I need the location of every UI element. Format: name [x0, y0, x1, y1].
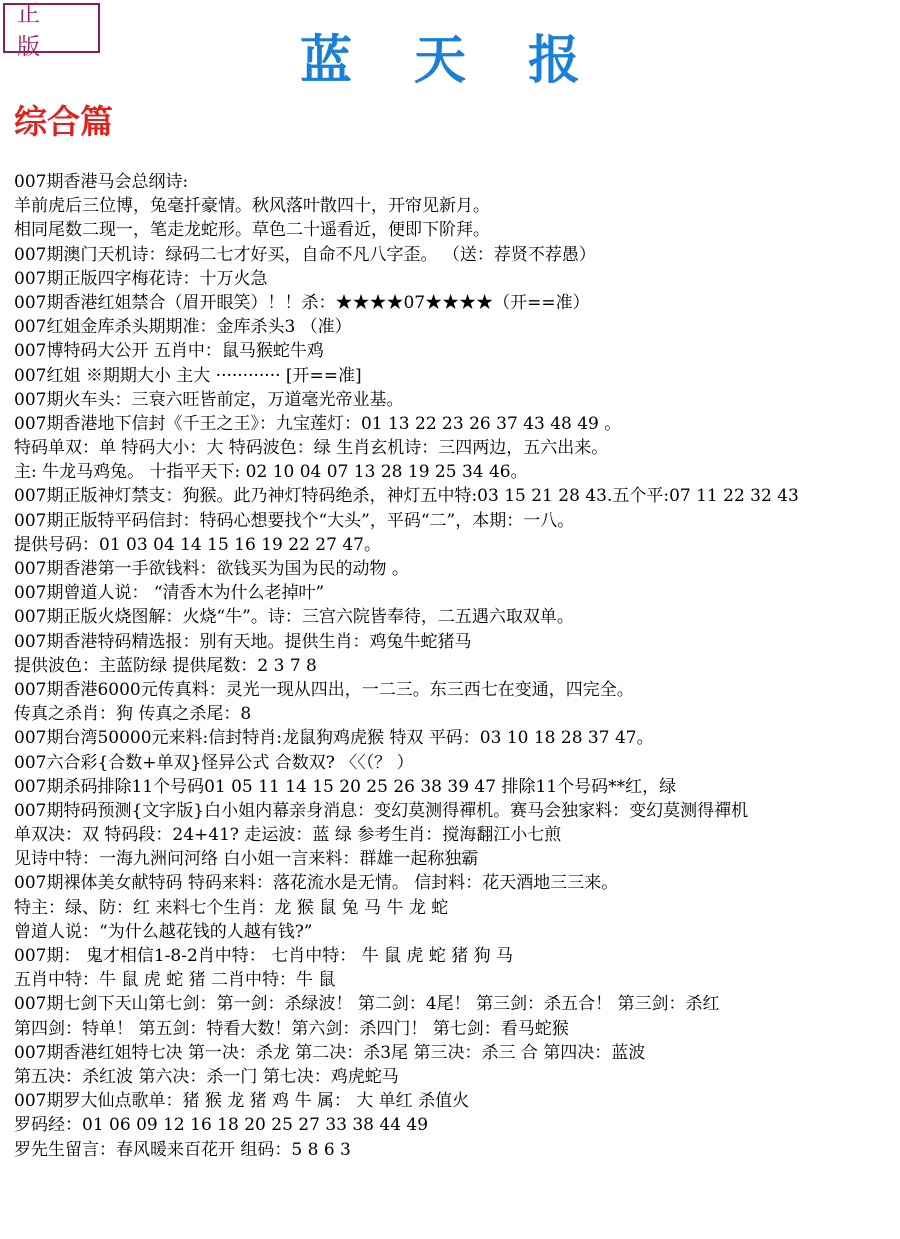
page-title: 蓝天报: [300, 30, 643, 91]
text-line: 007期香港地下信封《千王之王》：九宝莲灯：01 13 22 23 26 37 43 48 49 。: [14, 413, 622, 434]
text-line: 主: 牛龙马鸡兔。 十指平天下: 02 10 04 07 13 28 19 25 34 46。: [14, 462, 528, 483]
text-line: 007期香港红姐禁合（眉开眼笑）！！杀：★★★★07★★★★（开==准）: [14, 292, 590, 313]
text-line: 特码单双：单 特码大小：大 特码波色：绿 生肖玄机诗：三四两边，五六出来。: [14, 438, 609, 459]
text-line: 007博特码大公开 五肖中：鼠马猴蛇牛鸡: [14, 341, 324, 362]
text-line: 见诗中特：一海九洲问河络 白小姐一言来料：群雄一起称独霸: [14, 849, 479, 870]
text-line: 007红姐 ※期期大小 主大 ············ [开==准]: [14, 365, 362, 386]
text-line: 羊前虎后三位博，兔毫扦豪情。秋风落叶散四十，开帘见新月。: [14, 196, 490, 217]
text-line: 相同尾数二现一，笔走龙蛇形。草色二十遥看近，便即下阶拜。: [14, 220, 490, 241]
text-line: 罗码经：01 06 09 12 16 18 20 25 27 33 38 44 49: [14, 1115, 429, 1136]
text-line: 曾道人说：“为什么越花钱的人越有钱?”: [14, 921, 313, 942]
text-line: 007期正版火烧图解：火烧“牛”。诗：三宫六院皆奉待，二五遇六取双单。: [14, 607, 574, 628]
text-line: 007期特码预测{文字版}白小姐内幕亲身消息：变幻莫测得禪机。赛马会独家料：变幻莫测得禪机: [14, 800, 749, 821]
text-line: 007期正版四字梅花诗：十万火急: [14, 268, 268, 289]
text-line: 007期香港6000元传真料：灵光一现从四出，一二三。东三西七在变通，四完全。: [14, 679, 634, 700]
text-line: 提供波色：主蓝防绿 提供尾数：2 3 7 8: [14, 655, 317, 676]
text-line: 007期正版神灯禁支：狗猴。此乃神灯特码绝杀，神灯五中特:03 15 21 28 43.五个平:07 11 22 32 43: [14, 486, 799, 507]
edition-badge: 正 版: [3, 3, 100, 53]
text-line: 007期香港红姐特七决 第一决：杀龙 第二决：杀3尾 第三决：杀三 合 第四决：蓝波: [14, 1042, 646, 1063]
text-line: 007期正版特平码信封：特码心想要找个“大头”，平码“二”，本期：一八。: [14, 510, 575, 531]
text-line: 007期曾道人说： “清香木为什么老掉叶”: [14, 583, 325, 604]
text-line: 第四剑：特单！ 第五剑：特看大数！第六剑：杀四门！ 第七剑：看马蛇猴: [14, 1018, 569, 1039]
text-line: 单双决：双 特码段：24+41? 走运波：蓝 绿 参考生肖：搅海翻江小七煎: [14, 825, 562, 846]
text-line: 007红姐金库杀头期期准：金库杀头3 （准）: [14, 317, 352, 338]
text-line: 007期香港马会总纲诗:: [14, 172, 189, 192]
text-line: 007期香港特码精选报：别有天地。提供生肖：鸡兔牛蛇猪马: [14, 631, 472, 652]
section-heading: 综合篇: [14, 102, 113, 141]
text-line: 007期杀码排除11个号码01 05 11 14 15 20 25 26 38 39 47 排除11个号码**红，绿: [14, 776, 677, 797]
text-line: 五肖中特：牛 鼠 虎 蛇 猪 二肖中特：牛 鼠: [14, 970, 336, 991]
text-line: 007期香港第一手欲钱料：欲钱买为国为民的动物 。: [14, 559, 409, 579]
text-line: 007期七剑下天山第七剑：第一剑：杀绿波！ 第二剑：4尾！ 第三剑：杀五合！ 第三剑：杀红: [14, 994, 720, 1015]
text-line: 特主：绿、防：红 来料七个生肖：龙 猴 鼠 兔 马 牛 龙 蛇: [14, 897, 449, 918]
text-line: 第五决：杀红波 第六决：杀一门 第七决：鸡虎蛇马: [14, 1066, 399, 1087]
text-line: 007期： 鬼才相信1-8-2肖中特： 七肖中特： 牛 鼠 虎 蛇 猪 狗 马: [14, 946, 514, 966]
text-line: 007六合彩{合数+单双}怪异公式 合数双? 〈〈（？ ）: [14, 752, 414, 773]
text-line: 罗先生留言：春风暖来百花开 组码：5 8 6 3: [14, 1139, 351, 1160]
text-line: 007期火车头：三衰六旺皆前定，万道毫光帝业基。: [14, 389, 404, 410]
text-line: 007期裸体美女献特码 特码来料：落花流水是无情。 信封料：花天酒地三三来。: [14, 873, 619, 894]
text-line: 传真之杀肖：狗 传真之杀尾：8: [14, 704, 252, 725]
text-line: 007期罗大仙点歌单：猪 猴 龙 猪 鸡 牛 属： 大 单红 杀值火: [14, 1091, 470, 1112]
text-line: 007期台湾50000元来料:信封特肖:龙鼠狗鸡虎猴 特双 平码：03 10 18 28 37 47。: [14, 728, 654, 749]
text-line: 提供号码：01 03 04 14 15 16 19 22 27 47。: [14, 534, 381, 555]
content-lines: [14, 170, 898, 1162]
text-line: 007期澳门天机诗：绿码二七才好买，自命不凡八字歪。 （送：荐贤不荐愚）: [14, 244, 596, 265]
